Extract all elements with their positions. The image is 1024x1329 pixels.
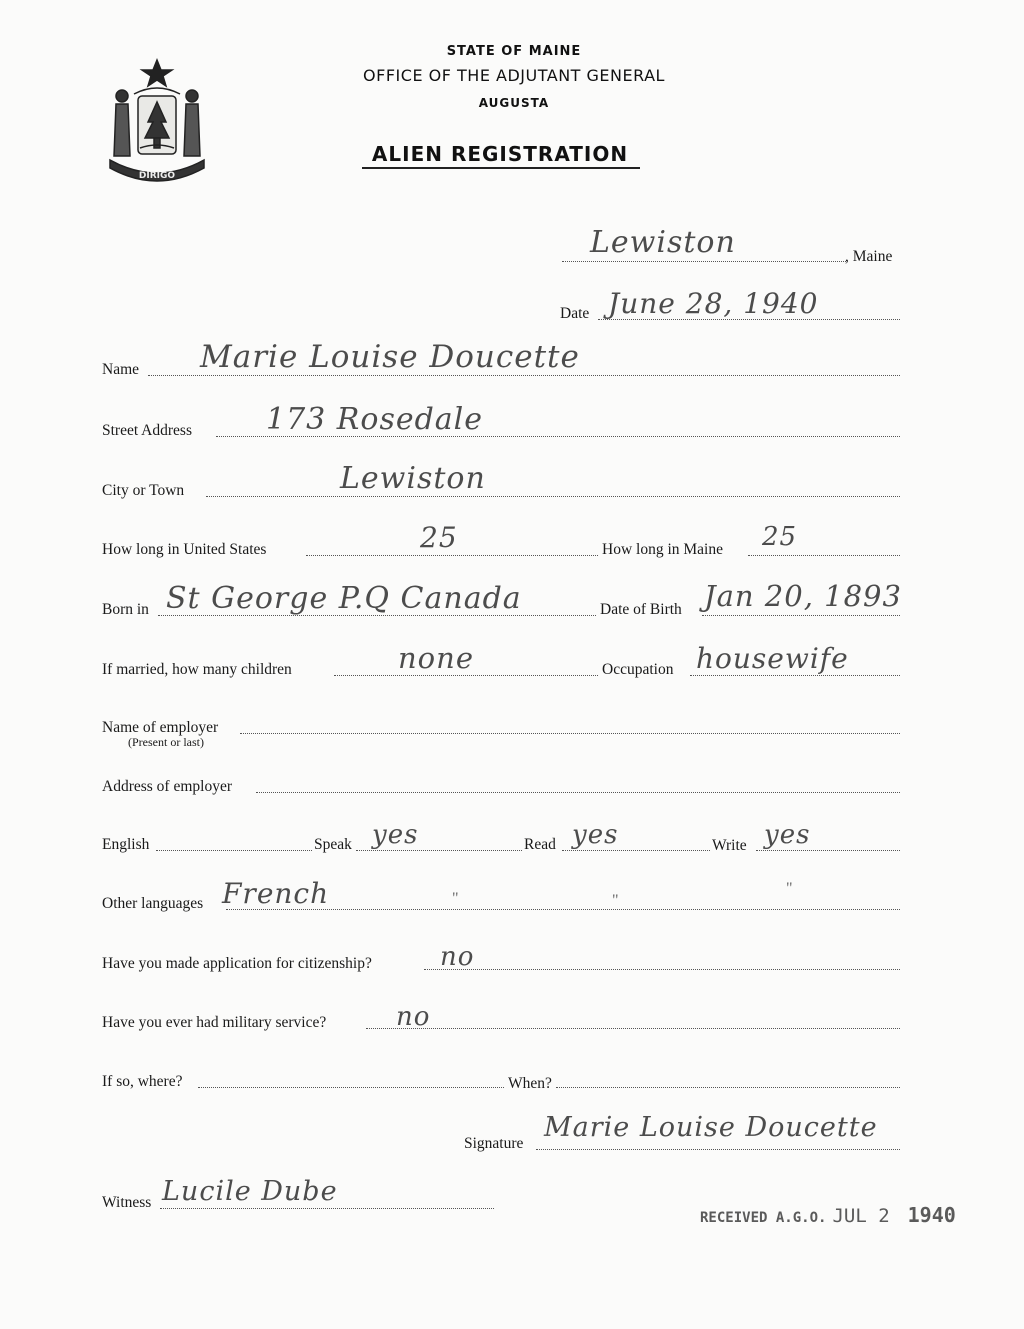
witness-line — [160, 1208, 494, 1209]
read-entry: yes — [572, 820, 619, 850]
born-in-entry: St George P.Q Canada — [166, 581, 522, 616]
how-long-maine-entry: 25 — [762, 522, 798, 552]
seal-motto: DIRIGO — [138, 171, 176, 181]
speak-line — [356, 850, 522, 851]
town-line — [562, 261, 846, 262]
witness-entry: Lucile Dube — [162, 1176, 338, 1207]
form-title: ALIEN REGISTRATION — [371, 142, 629, 166]
where-label: If so, where? — [102, 1073, 183, 1090]
dob-label: Date of Birth — [600, 601, 682, 618]
citizenship-entry: no — [440, 942, 475, 972]
when-label: When? — [508, 1075, 552, 1092]
born-in-label: Born in — [102, 601, 149, 618]
write-entry: yes — [764, 820, 811, 850]
read-line — [562, 850, 710, 851]
city-entry: Lewiston — [340, 461, 486, 496]
citizenship-label: Have you made application for citizenship? — [102, 955, 372, 972]
when-line — [556, 1087, 900, 1088]
name-label: Name — [102, 361, 140, 378]
occupation-label: Occupation — [602, 661, 674, 678]
write-label: Write — [712, 837, 747, 854]
maine-label: , Maine — [845, 248, 893, 265]
occupation-entry: housewife — [696, 642, 849, 675]
signature-entry: Marie Louise Doucette — [544, 1112, 878, 1143]
street-label: Street Address — [102, 422, 192, 439]
city-line — [206, 496, 900, 497]
ditto-mark-1: " — [452, 890, 459, 907]
where-line — [198, 1087, 504, 1088]
employer-sublabel: (Present or last) — [128, 735, 204, 749]
how-long-us-label: How long in United States — [102, 541, 267, 558]
military-entry: no — [396, 1002, 431, 1032]
read-label: Read — [524, 836, 556, 853]
children-line — [334, 675, 598, 676]
other-languages-label: Other languages — [102, 895, 204, 912]
street-entry: 173 Rosedale — [266, 402, 484, 437]
date-label: Date — [560, 305, 590, 322]
employer-line — [240, 733, 900, 734]
military-label: Have you ever had military service? — [102, 1014, 327, 1031]
ditto-mark-3: " — [786, 880, 793, 897]
children-label: If married, how many children — [102, 661, 292, 678]
how-long-maine-label: How long in Maine — [602, 541, 723, 558]
header-state: STATE OF MAINE — [446, 44, 582, 59]
ditto-mark-2: " — [612, 892, 619, 909]
employer-address-line — [256, 792, 900, 793]
name-line — [148, 375, 900, 376]
stamp-date: JUL 2 — [832, 1205, 890, 1227]
date-entry: June 28, 1940 — [608, 287, 819, 320]
other-languages-entry: French — [222, 877, 330, 910]
english-label: English — [102, 836, 150, 853]
received-stamp — [700, 1203, 956, 1227]
how-long-maine-line — [748, 555, 900, 556]
dob-entry: Jan 20, 1893 — [704, 579, 902, 613]
signature-line — [536, 1149, 900, 1150]
write-line — [756, 850, 900, 851]
stamp-year: 1940 — [907, 1203, 956, 1227]
employer-label: Name of employer — [102, 719, 219, 736]
signature-label: Signature — [464, 1135, 524, 1152]
occupation-line — [690, 675, 900, 676]
citizenship-line — [424, 969, 900, 970]
title-underline — [362, 167, 640, 169]
stamp-received: RECEIVED A.G.O. — [700, 1210, 827, 1226]
dob-line — [702, 615, 900, 616]
how-long-us-entry: 25 — [420, 521, 458, 554]
name-entry: Marie Louise Doucette — [200, 339, 580, 375]
military-line — [366, 1028, 900, 1029]
speak-label: Speak — [314, 836, 352, 853]
header-office: OFFICE OF THE ADJUTANT GENERAL — [363, 66, 665, 85]
witness-label: Witness — [102, 1194, 152, 1211]
city-label: City or Town — [102, 482, 185, 499]
english-line — [156, 850, 312, 851]
speak-entry: yes — [372, 820, 419, 850]
town-entry: Lewiston — [590, 225, 736, 260]
employer-address-label: Address of employer — [102, 778, 232, 795]
children-entry: none — [398, 641, 474, 675]
how-long-us-line — [306, 555, 598, 556]
header-city: AUGUSTA — [478, 96, 550, 110]
